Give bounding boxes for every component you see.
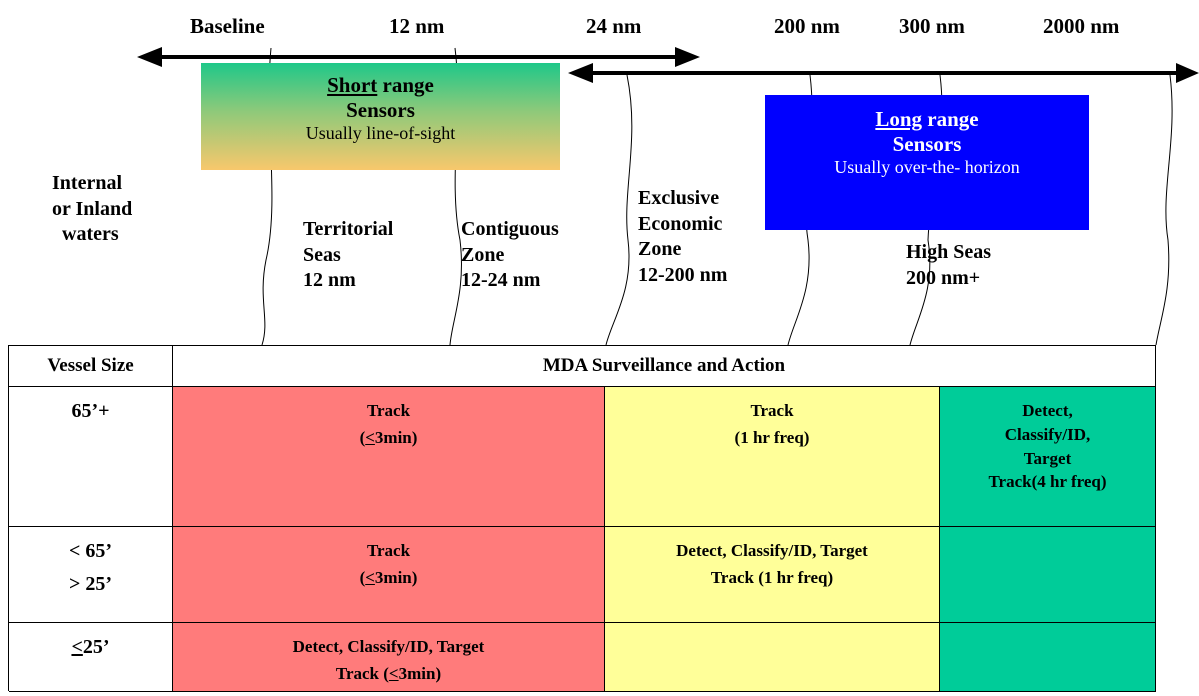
short-range-subtitle: Sensors: [346, 97, 415, 122]
2000nm-boundary: [1156, 75, 1172, 345]
long-range-sensors-box: [765, 95, 1089, 230]
24nm-boundary: [606, 75, 632, 345]
zone-high-seas: High Seas 200 nm+: [906, 241, 992, 289]
long-range-arrow: [568, 63, 1199, 83]
zone-contiguous: Contiguous Zone 12-24 nm: [461, 218, 559, 292]
yellow-action-cell: Track (1 hr freq): [605, 387, 940, 527]
vessel-size-cell: < 65’ > 25’: [9, 527, 173, 623]
distance-label-300nm: 300 nm: [899, 14, 965, 38]
long-range-note: Usually over-the- horizon: [834, 156, 1020, 177]
green-action-cell: [940, 527, 1156, 623]
zone-territorial-seas: Territorial Seas 12 nm: [303, 218, 394, 292]
short-range-note: Usually line-of-sight: [305, 122, 456, 143]
yellow-action-cell: Detect, Classify/ID, Target Track (1 hr freq): [605, 527, 940, 623]
red-action-cell: Track (<3min): [173, 387, 605, 527]
distance-label-24nm: 24 nm: [586, 14, 642, 38]
short-range-title: Short range: [327, 73, 434, 97]
zone-exclusive-economic: Exclusive Economic Zone 12-200 nm: [638, 187, 728, 286]
long-range-subtitle: Sensors: [892, 131, 962, 156]
vessel-size-cell: 65’+: [9, 387, 173, 527]
long-range-title: Long range: [875, 107, 979, 131]
distance-label-2000nm: 2000 nm: [1043, 14, 1120, 38]
zone-internal-waters: Internal or Inland waters: [52, 172, 133, 246]
header-vessel-size: Vessel Size: [9, 346, 173, 387]
distance-label-200nm: 200 nm: [774, 14, 840, 38]
mda-table: [8, 345, 1156, 691]
red-action-cell: Track (<3min): [173, 527, 605, 623]
short-range-sensors-box: [201, 63, 560, 170]
red-action-cell: Detect, Classify/ID, Target Track (<3min): [173, 623, 605, 692]
distance-label-12nm: 12 nm: [389, 14, 445, 38]
distance-label-baseline: Baseline: [190, 14, 265, 38]
header-mda-surveillance: MDA Surveillance and Action: [173, 346, 1156, 387]
vessel-size-cell: <25’: [9, 623, 173, 692]
green-action-cell: [940, 623, 1156, 692]
green-action-cell: Detect, Classify/ID, Target Track(4 hr freq): [940, 387, 1156, 527]
yellow-action-cell: [605, 623, 940, 692]
